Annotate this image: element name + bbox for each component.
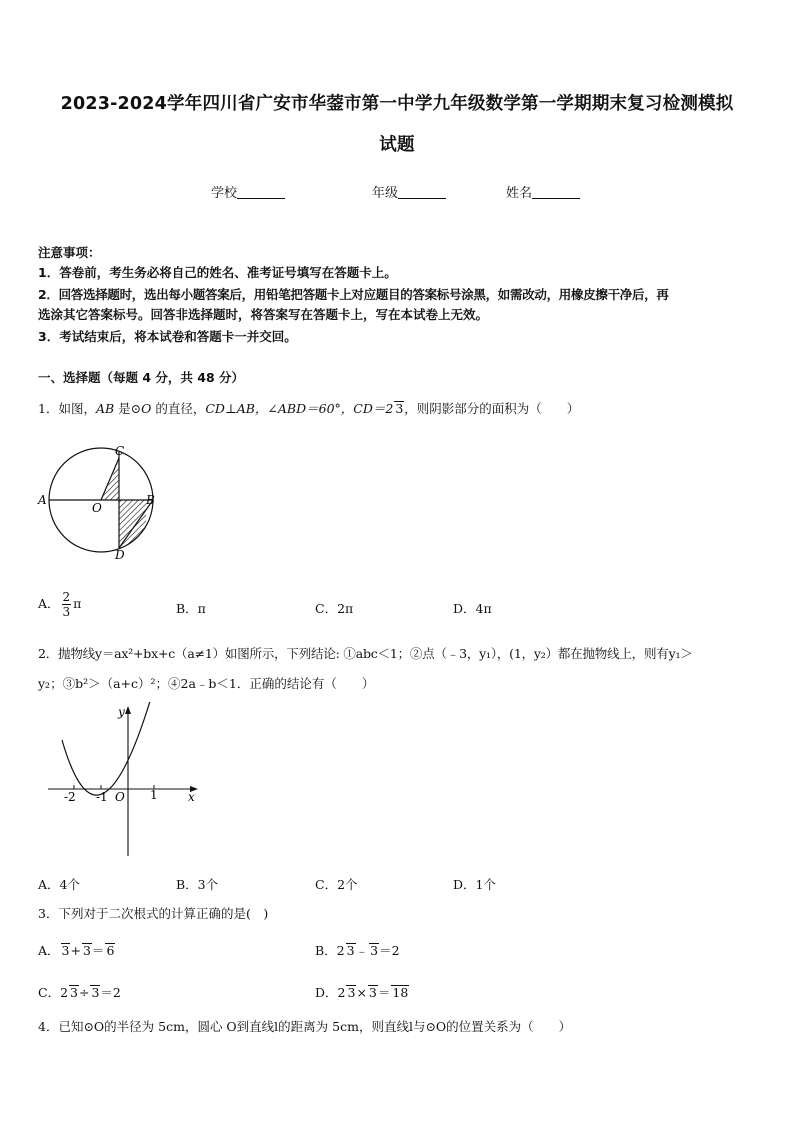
y-axis-arrow (125, 706, 131, 714)
parabola-curve (62, 702, 154, 795)
section-heading: 一、选择题（每题 4 分，共 48 分） (38, 370, 245, 385)
notes-item-2-cont: 选涂其它答案标号。回答非选择题时，将答案写在答题卡上，写在本试卷上无效。 (38, 307, 489, 322)
q2-option-c[interactable]: C．2个 (315, 877, 358, 892)
frac-den: 3 (62, 605, 71, 619)
q3-c-eq: ＝2 (100, 985, 121, 1000)
q1-sqrt: 3 (395, 401, 404, 416)
q1-option-c[interactable]: C．2π (315, 601, 354, 616)
grade-label: 年级 (372, 186, 399, 201)
q3-a-eq: ＝ (91, 943, 105, 958)
q1-option-d[interactable]: D．4π (453, 601, 492, 616)
q3-b-sqrt2: 3 (370, 943, 379, 958)
q3-a-label: A． (38, 943, 60, 958)
exam-title-line2: 试题 (379, 135, 415, 155)
question-2-line1: 2．抛物线y＝ax²+bx+c（a≠1）如图所示，下列结论: ①abc＜1；②点（﹣3，y₁），(1，y₂）都在抛物线上，则有y₁＞ (38, 646, 693, 661)
q1-option-a-label: A． (38, 596, 60, 611)
school-label: 学校 (211, 186, 238, 201)
q1-text-4: ，则阴影部分的面积为（ ） (404, 401, 580, 416)
label-o: O (92, 501, 102, 515)
q3-option-c[interactable] (38, 983, 121, 1001)
q1-option-a-pi: π (73, 596, 82, 611)
q3-a-sqrt3: 6 (106, 943, 115, 958)
label-x: x (188, 790, 195, 804)
notes-heading: 注意事项： (38, 245, 101, 260)
q1-option-b[interactable]: B．π (176, 601, 206, 616)
q1-option-a-fraction (62, 590, 72, 619)
q1-text: 1．如图， (38, 401, 96, 416)
q3-d-sqrt2: 3 (368, 985, 377, 1000)
q1-option-a[interactable] (38, 590, 81, 619)
label-b: B (146, 493, 155, 507)
notes-item-3: 3．考试结束后，将本试卷和答题卡一并交回。 (38, 329, 297, 344)
q3-d-label: D．2 (315, 985, 346, 1000)
q2-option-b[interactable]: B．3个 (176, 877, 219, 892)
q2-option-d[interactable]: D．1个 (453, 877, 496, 892)
q3-a-sqrt1: 3 (61, 943, 70, 958)
name-field (506, 182, 580, 201)
school-blank (237, 185, 285, 199)
q3-c-sqrt2: 3 (91, 985, 100, 1000)
label-1: 1 (150, 788, 158, 802)
name-label: 姓名 (506, 186, 533, 201)
q3-d-eq: ＝ (377, 985, 391, 1000)
q3-a-op: + (70, 943, 81, 958)
label-origin: O (115, 790, 125, 804)
exam-title-line1: 2023-2024学年四川省广安市华蓥市第一中学九年级数学第一学期期末复习检测模拟 (60, 94, 734, 114)
q3-c-label: C．2 (38, 985, 69, 1000)
q2-option-a[interactable]: A．4个 (38, 877, 80, 892)
q1-o: O (141, 401, 152, 416)
frac-num: 2 (62, 590, 71, 604)
grade-blank (398, 185, 446, 199)
q3-c-op: ÷ (78, 985, 90, 1000)
q3-c-sqrt1: 3 (70, 985, 78, 1000)
label-y: y (118, 705, 125, 719)
q3-option-a[interactable] (38, 941, 115, 959)
label-minus-2: -2 (64, 790, 76, 804)
q3-d-sqrt3: 18 (392, 985, 409, 1000)
question-3-stem: 3．下列对于二次根式的计算正确的是( ) (38, 906, 269, 921)
name-blank (532, 185, 580, 199)
q3-option-d[interactable] (315, 983, 409, 1001)
q3-a-sqrt2: 3 (82, 943, 91, 958)
label-c: C (115, 444, 125, 458)
q1-condition: CD⊥AB，∠ABD＝60°，CD＝2 (205, 401, 394, 416)
grade-field (372, 182, 446, 201)
question-4-stem: 4．已知⊙O的半径为 5cm，圆心 O到直线l的距离为 5cm，则直线l与⊙O的位置关系为（ ） (38, 1019, 572, 1034)
question-2-line2: y₂；③b²＞（a+c）²；④2a﹣b＜1．正确的结论有（ ） (38, 676, 375, 691)
label-minus-1: -1 (96, 790, 108, 804)
notes-item-2: 2．回答选择题时，选出每小题答案后，用铅笔把答题卡上对应题目的答案标号涂黑，如需改动，用橡皮擦干净后，再 (38, 287, 669, 302)
q3-d-op: × (356, 985, 367, 1000)
label-a: A (38, 493, 47, 507)
shaded-region-lower (119, 500, 146, 548)
q3-b-op: ﹣ (355, 943, 369, 958)
q3-b-eq: ＝2 (379, 943, 400, 958)
question-2-figure (42, 702, 202, 862)
q3-d-sqrt1: 3 (347, 985, 356, 1000)
school-field (211, 182, 285, 201)
question-1-stem (38, 400, 579, 418)
notes-item-1: 1．答卷前，考生务必将自己的姓名、准考证号填写在答题卡上。 (38, 265, 397, 280)
question-1-figure (36, 438, 166, 562)
q1-text-2: 是⊙ (114, 401, 142, 416)
q3-option-b[interactable] (315, 941, 400, 959)
q3-b-sqrt1: 3 (346, 943, 355, 958)
label-d: D (115, 548, 125, 562)
q1-ab: AB (95, 401, 115, 416)
q3-b-label: B．2 (315, 943, 345, 958)
q1-text-3: 的直径， (151, 401, 206, 416)
